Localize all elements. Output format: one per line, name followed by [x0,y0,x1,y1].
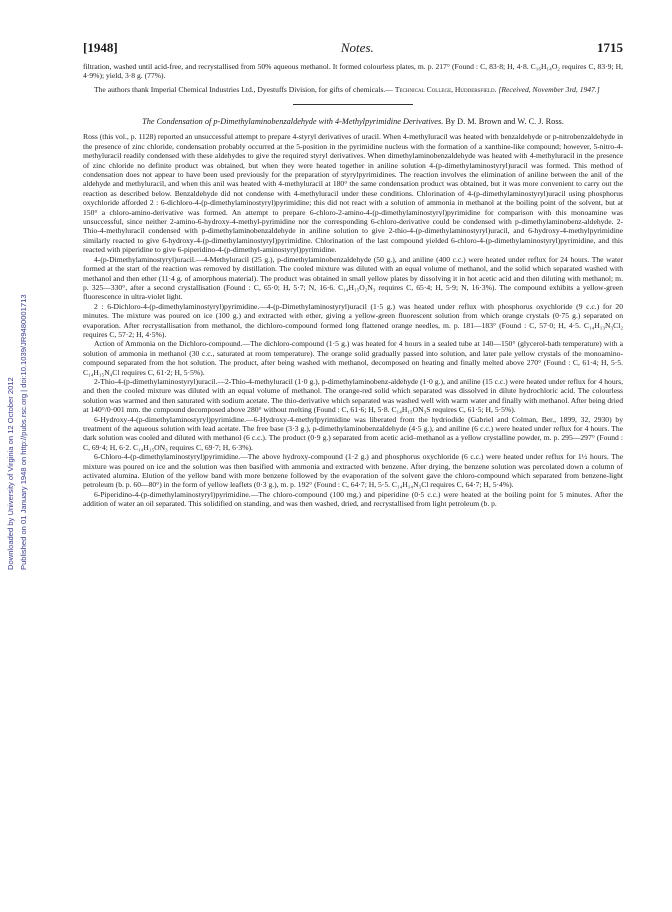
page-header [83,40,623,62]
article-title: The Condensation of p-Dimethylaminobenzaldehyde with 4-Methylpyrimidine Derivatives. [142,117,444,127]
body-paragraph-uracil: 4-(p-Dimethylaminostyryl)uracil.—4-Methyluracil (25 g.), p-dimethylaminobenzaldehyde (50 g.), and aniline (400 c.c.) were heated under reflux for 24 hours. The water formed at the start of the reaction was removed by distillation. The cooled mixture was diluted with an equal volume of methanol, and the solid which separated washed with methanol and then ether (11·4 g. of amorphous material). The product was obtained in small yellow plates by dissolving it in hot acetic acid and then diluting with methanol; m. p. 325—330°, after a second crystallisation (Found : C, 65·0; H, 5·7; N, 16·6. C₁₄H₁₅O₂N₃ requires C, 65·4; H, 5·9; N, 16·3%). The compound exhibits a yellow-green fluorescence in ultra-violet light. [83,254,623,302]
body-paragraph-dichloro: 2 : 6-Dichloro-4-(p-dimethylaminostyryl)pyrimidine.—4-(p-Dimethylaminostyryl)uracil (1·5 g.) was heated under reflux with phosphorus oxychloride (9 c.c.) for 20 minutes. The mixture was poured on ice (100 g.) and extracted with ether, giving a yellow-green fluorescent solution from which orange crystals (0·75 g.) separated on evaporation. After recrystallisation from methanol, the dichloro-compound formed long flattened orange needles, m. p. 181—183° (Found : C, 57·0; H, 4·5. C₁₄H₁₃N₃Cl₂ requires C, 57·2; H, 4·5%). [83,301,623,339]
published-notice[interactable]: Published on 01 January 1948 on http://pubs.rsc.org | doi:10.1039/JR9480001713 [19,294,28,570]
article-authors: By D. M. Brown and W. C. J. Ross. [445,117,564,127]
download-sidebar [0,150,40,570]
page-year: [1948] [83,40,118,55]
article-heading [83,117,623,127]
body-paragraph-chloro: 6-Chloro-4-(p-dimethylaminostyryl)pyrimidine.—The above hydroxy-compound (1·2 g.) and phosphorus oxychloride (6 c.c.) were heated under reflux for 1½ hours. The mixture was poured on ice and the solution was then basified with ammonia and extracted with benzene. After drying, the benzene solution was percolated down a column of activated alumina. Elution of the yellow band with more benzene followed by the evaporation of the solvent gave the chloro-compound which separated from benzene-light petroleum (b. p. 60—80°) in the form of yellow leaflets (0·3 g.), m. p. 192° (Found : C, 64·7; H, 5·5. C₁₄H₁₄N₃Cl requires C, 64·7; H, 5·4%). [83,452,623,490]
running-title: Notes. [340,40,374,55]
body-paragraph-intro: Ross (this vol., p. 1128) reported an unsuccessful attempt to prepare 4-styryl derivatives of uracil. When 4-methyluracil was heated with benzaldehyde or p-nitrobenzaldehyde in the presence of zinc chloride, condensation probably occurred at the 5-position in the pyrimidine nucleus with the formation of a xanthine-like compound; however, 5-nitro-4-methyluracil readily condensed with these aldehydes to give the required styryl derivatives. When dimethylaminobenzaldehyde was heated with 4-methyluracil in the presence of zinc chloride no definite product was obtained, but when they were heated together in aniline solution 4-(p-dimethylaminostyryl)uracil was formed. This method of condensation does not appear to have been used previously for the preparation of styrylpyrimidines. The reaction involves the elimination of aniline between the anil of the aldehyde and methyluracil, and when this anil was heated with 4-methyluracil at 180° the same condensation product was obtained, but it was more convenient to carry out the reaction as described below. Benzaldehyde did not condense with 4-methyluracil under these conditions. Chlorination of 4-(p-dimethylaminostyryl)uracil using phosphorus oxychloride afforded 2 : 6-dichloro-4-(p-dimethylaminostyryl)pyrimidine; this did not react with a solution of ammonia in methanol at the boiling point of the solvent, but at 150° a chloro-amino-derivative was formed. An attempt to prepare 6-chloro-2-amino-4-(p-dimethylaminostyryl)pyrimidine for comparison with this monoamine was unsuccessful, since neither 2-amino-6-hydroxy-4-methyl-pyrimidine nor the corresponding 6-chloro-derivative could be condensed with p-dimethylaminobenz-aldehyde. 2-Thio-4-methyluracil condensed with p-dimethylaminobenzaldehyde in aniline solution to give 2-thio-4-(p-dimethylaminostyryl)uracil, and 6-hydroxy-4-methylpyrimidine similarly reacted to give 6-hydroxy-4-(p-dimethylaminostyryl)pyrimidine. Chlorination of the last compound yielded 6-chloro-4-(p-dimethylaminostyryl)pyrimidine, and this reacted with piperidine to give 6-piperidino-4-(p-dimethyl-aminostyryl)pyrimidine. [83,132,623,255]
acknowledgement [83,85,623,94]
thanks-text: The authors thank Imperial Chemical Industries Ltd., Dyestuffs Division, for gifts of chemicals.— [94,84,393,94]
downloaded-notice: Downloaded by University of Virginia on 12 October 2012 [6,377,15,570]
previous-note-text: filtration, washed until acid-free, and recrystallised from 50% aqueous methanol. It formed colourless plates, m. p. 217° (Found : C, 83·8; H, 4·8. C₁₆H₁₄O₂ requires C, 83·9; H, 4·9%); yield, 3·8 g. (77%). [83,62,623,81]
section-divider [293,104,413,105]
page-number: 1715 [596,40,623,55]
affiliation: Technical College, Huddersfield. [394,84,497,94]
body-paragraph-ammonia: Action of Ammonia on the Dichloro-compound.—The dichloro-compound (1·5 g.) was heated for 4 hours in a sealed tube at 140—150° (glycerol-bath temperature) with a solution of ammonia in methanol (30 c.c., saturated at room temperature). The orange solid gradually passed into solution, and later pale yellow crystals of the monoamino-compound separated from the hot solution. The product, after being washed with methanol, decomposed on heating and finally melted above 270° (Found : C, 61·4; H, 5·5. C₁₄H₁₅N₄Cl requires C, 61·2; H, 5·5%). [83,339,623,377]
received-date: [Received, November 3rd, 1947.] [498,84,600,94]
body-paragraph-thio: 2-Thio-4-(p-dimethylaminostyryl)uracil.—2-Thio-4-methyluracil (1·0 g.), p-dimethylaminobenz-aldehyde (1·0 g.), and aniline (15 c.c.) were heated under reflux for 4 hours, and then the cooled mixture was diluted with an equal volume of methanol. The orange-red solid which separated was dissolved in dilute hydrochloric acid. The colourless solution was warmed and then saturated with sodium acetate. The thio-derivative which separated was washed well with warm water and finally with methanol. After being dried at 140°/0·001 mm. the compound decomposed above 280° without melting (Found : C, 61·6; H, 5·8. C₁₄H₁₅ON₃S requires C, 61·5; H, 5·5%). [83,376,623,415]
body-paragraph-hydroxy: 6-Hydroxy-4-(p-dimethylaminostyryl)pyrimidine.—6-Hydroxy-4-methylpyrimidine was liberated from the hydriodide (Gabriel and Colman, Ber., 1899, 32, 2930) by treatment of the aqueous solution with lead acetate. The free base (3·3 g.), p-dimethylaminobenzaldehyde (4·5 g.), and aniline (6 c.c.) were heated under reflux for 4 hours. The dark solution was cooled and diluted with methanol (6 c.c.). The product (0·9 g.) separated from acetic acid–methanol as a yellow crystalline powder, m. p. 295—297° (Found : C, 69·4; H, 6·2. C₁₄H₁₅ON₃ requires C, 69·7; H, 6·3%). [83,414,623,452]
journal-page [83,40,623,509]
body-paragraph-piperidino: 6-Piperidino-4-(p-dimethylaminostyryl)pyrimidine.—The chloro-compound (100 mg.) and piperidine (0·5 c.c.) were heated at the boiling point for 5 minutes. After the addition of water an oil separated. This solidified on standing, and was then washed, dried, and recrystallised from light petroleum (b. p. [83,489,623,509]
